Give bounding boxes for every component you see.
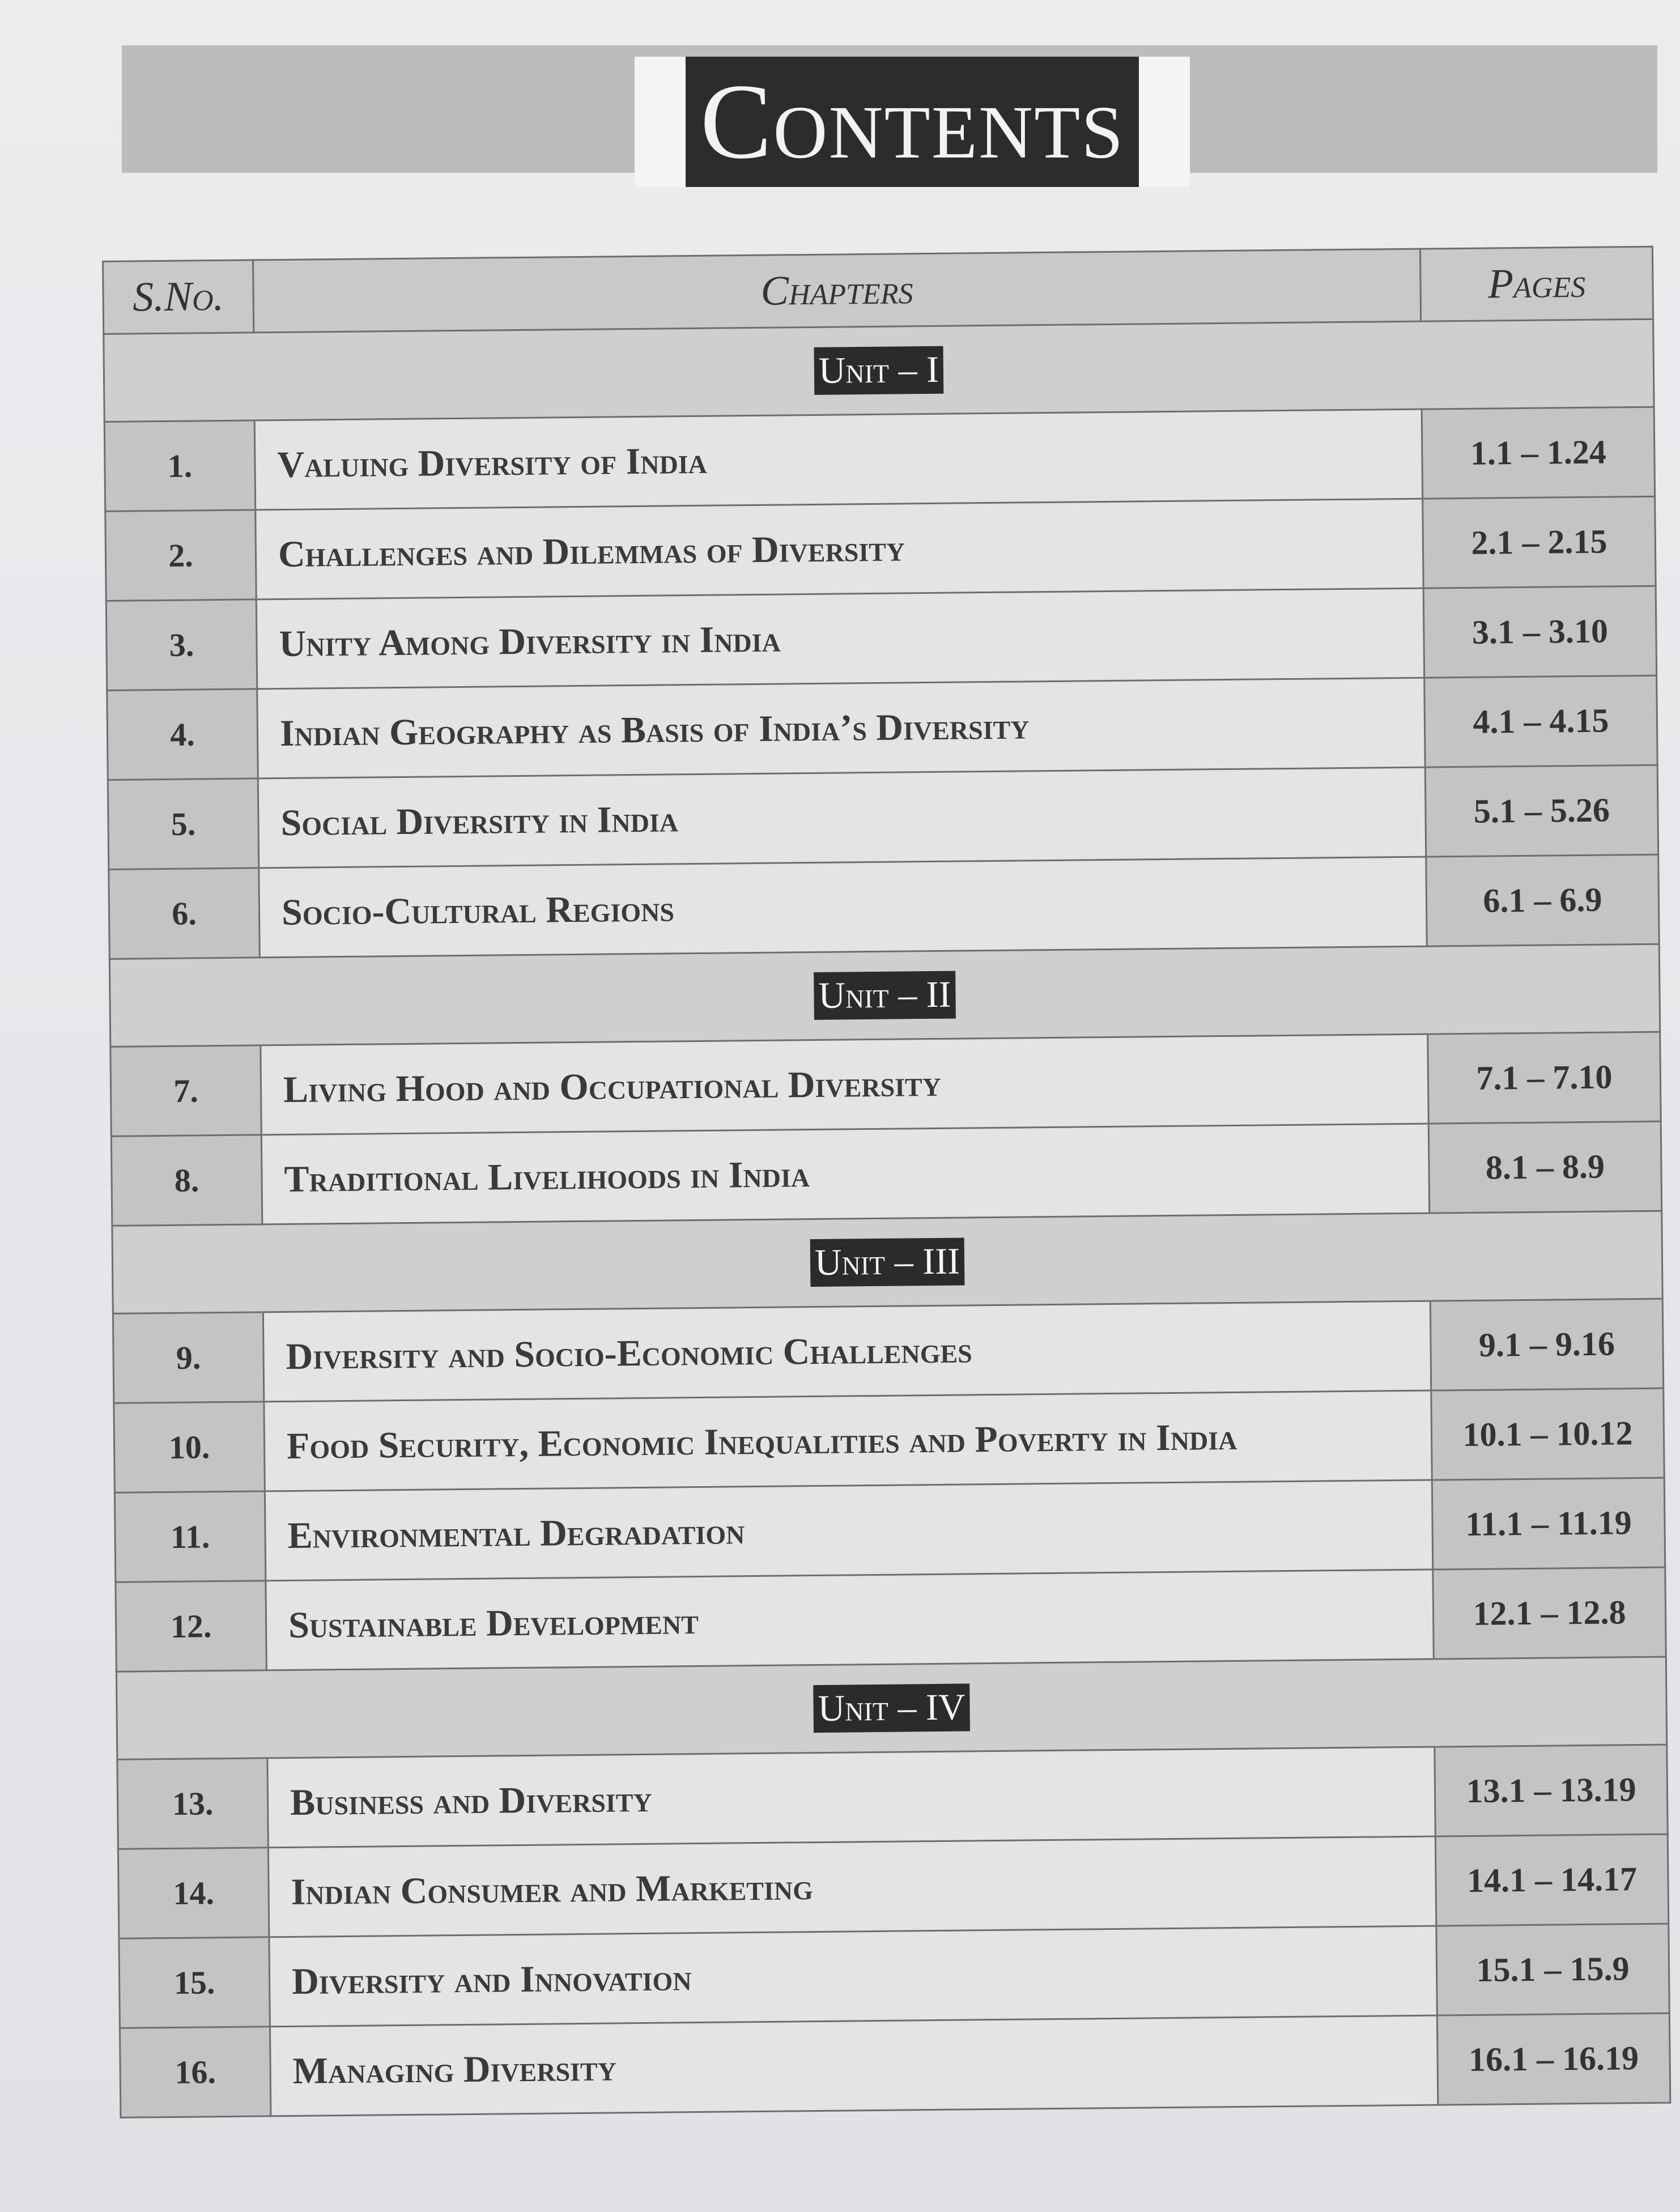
chapter-pages: 11.1 – 11.19	[1432, 1478, 1665, 1569]
chapter-row[interactable]	[108, 765, 1658, 869]
chapter-row[interactable]	[117, 1745, 1668, 1849]
chapter-row[interactable]	[106, 586, 1656, 690]
chapter-number: 16.	[120, 2027, 271, 2118]
chapter-title: Diversity and Socio-Economic Challenges	[263, 1301, 1431, 1402]
chapter-pages: 12.1 – 12.8	[1433, 1567, 1666, 1659]
unit-cell	[104, 319, 1654, 422]
chapter-pages: 14.1 – 14.17	[1435, 1834, 1668, 1926]
chapter-number: 14.	[118, 1848, 269, 1939]
chapter-row[interactable]	[104, 407, 1655, 511]
chapter-row[interactable]	[120, 2013, 1670, 2117]
unit-row	[112, 1211, 1662, 1313]
unit-cell	[109, 944, 1660, 1047]
chapter-title: Indian Geography as Basis of India’s Diversity	[257, 678, 1425, 779]
unit-label: Unit – III	[810, 1237, 965, 1287]
chapter-number: 4.	[107, 689, 258, 780]
chapter-title: Valuing Diversity of India	[254, 409, 1422, 510]
chapter-title: Sustainable Development	[266, 1569, 1434, 1670]
chapter-row[interactable]	[110, 1032, 1661, 1136]
chapter-number: 9.	[113, 1312, 264, 1403]
chapter-number: 11.	[114, 1491, 266, 1583]
chapter-pages: 5.1 – 5.26	[1425, 765, 1658, 857]
chapter-title: Indian Consumer and Marketing	[268, 1836, 1436, 1937]
unit-row	[109, 944, 1660, 1047]
chapter-pages: 13.1 – 13.19	[1435, 1745, 1668, 1836]
chapter-row[interactable]	[118, 1834, 1668, 1938]
chapter-number: 8.	[111, 1135, 262, 1226]
chapter-row[interactable]	[114, 1388, 1664, 1492]
chapter-pages: 3.1 – 3.10	[1423, 586, 1656, 678]
chapter-pages: 2.1 – 2.15	[1423, 496, 1656, 588]
chapter-row[interactable]	[113, 1299, 1663, 1403]
chapter-number: 6.	[109, 868, 260, 959]
chapter-pages: 8.1 – 8.9	[1428, 1121, 1661, 1213]
chapter-pages: 4.1 – 4.15	[1424, 675, 1657, 767]
unit-row	[104, 319, 1654, 422]
chapter-title: Unity Among Diversity in India	[256, 588, 1424, 689]
chapter-title: Environmental Degradation	[265, 1480, 1432, 1581]
chapter-title: Traditional Livelihoods in India	[261, 1124, 1429, 1224]
chapter-number: 1.	[104, 420, 256, 512]
chapter-pages: 6.1 – 6.9	[1426, 854, 1659, 946]
chapter-pages: 10.1 – 10.12	[1431, 1388, 1664, 1480]
chapter-number: 2.	[105, 510, 257, 601]
unit-row	[116, 1657, 1666, 1759]
chapter-title: Food Security, Economic Inequalities and Poverty in India	[264, 1390, 1432, 1491]
chapter-row[interactable]	[114, 1478, 1665, 1582]
chapter-row[interactable]	[111, 1121, 1661, 1226]
chapter-number: 3.	[106, 599, 257, 691]
chapter-title: Living Hood and Occupational Diversity	[261, 1034, 1428, 1135]
chapter-pages: 15.1 – 15.9	[1436, 1924, 1669, 2015]
chapter-pages: 16.1 – 16.19	[1437, 2013, 1670, 2105]
header-sno: S.No.	[103, 260, 254, 334]
chapter-title: Challenges and Dilemmas of Diversity	[256, 499, 1423, 599]
chapter-number: 5.	[108, 779, 259, 870]
chapter-number: 7.	[110, 1045, 262, 1137]
chapter-row[interactable]	[116, 1567, 1666, 1671]
chapter-number: 10.	[114, 1402, 265, 1493]
chapter-pages: 9.1 – 9.16	[1430, 1299, 1663, 1390]
chapter-title: Managing Diversity	[270, 2015, 1437, 2116]
page-title: Contents	[686, 57, 1139, 187]
chapter-title: Socio-Cultural Regions	[259, 857, 1427, 958]
unit-cell	[112, 1211, 1662, 1313]
chapter-number: 12.	[116, 1581, 267, 1672]
chapter-row[interactable]	[119, 1924, 1669, 2028]
chapter-title: Business and Diversity	[267, 1747, 1435, 1848]
header-pages: Pages	[1420, 246, 1653, 321]
contents-table	[102, 246, 1671, 2119]
unit-label: Unit – IV	[813, 1683, 970, 1733]
unit-label: Unit – II	[814, 971, 956, 1020]
chapter-number: 13.	[117, 1758, 269, 1849]
chapter-title: Social Diversity in India	[258, 767, 1426, 868]
chapter-row[interactable]	[105, 496, 1656, 601]
chapter-row[interactable]	[107, 675, 1657, 780]
chapter-title: Diversity and Innovation	[269, 1926, 1437, 2027]
chapter-row[interactable]	[109, 854, 1659, 959]
contents-table-body	[103, 246, 1670, 2117]
chapter-number: 15.	[119, 1937, 270, 2028]
unit-cell	[116, 1657, 1666, 1759]
header-chapters: Chapters	[253, 249, 1421, 333]
unit-label: Unit – I	[814, 346, 943, 395]
chapter-pages: 1.1 – 1.24	[1422, 407, 1655, 499]
chapter-pages: 7.1 – 7.10	[1428, 1032, 1661, 1124]
